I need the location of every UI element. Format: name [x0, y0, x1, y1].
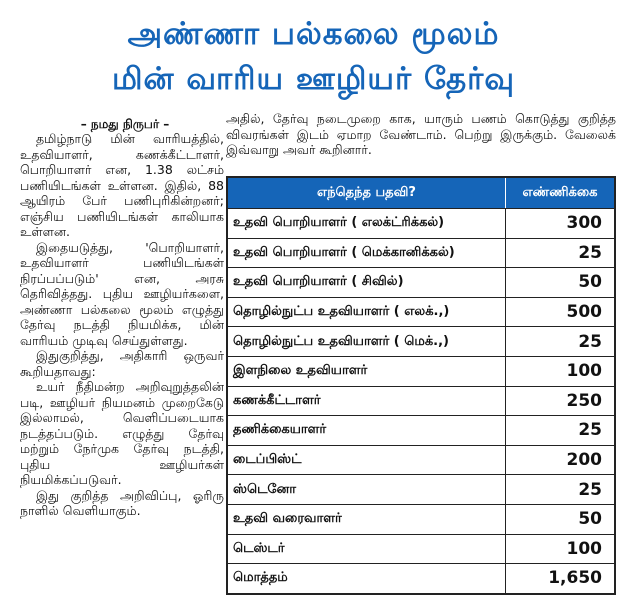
- total-label: மொத்தம்: [228, 564, 506, 593]
- post-name: தணிக்கையாளர்: [228, 416, 506, 445]
- post-count: 250: [566, 390, 602, 411]
- table-row: [228, 445, 614, 475]
- post-count: 500: [566, 302, 602, 323]
- article-paragraph: தமிழ்நாடு மின் வாரியத்தில், உதவியாளர், கணக்கீட்டாளர், பொறியாளர் என, 1.38 லட்சம் பணியிடங்கள் உள்ளன. இதில், 88 ஆயிரம் பேர் பணிபுரிகின்றனர்; எஞ்சிய பணியிடங்கள் காலியாக உள்ளன.: [20, 131, 224, 239]
- post-name: தொழில்நுட்ப உதவியாளர் ( எலக்.,): [228, 298, 506, 327]
- article-paragraph: இதுகுறித்து, அதிகாரி ஒருவர் கூறியதாவது:: [20, 348, 224, 379]
- table-row: [228, 386, 614, 416]
- posts-table: [226, 176, 616, 595]
- post-count: 50: [578, 509, 602, 530]
- byline: – நமது நிருபர் –: [80, 117, 170, 131]
- table-row: [228, 267, 614, 297]
- post-name: டைப்பிஸ்ட்: [228, 446, 506, 475]
- post-name: ஸ்டெனோ: [228, 475, 506, 504]
- post-count: 25: [578, 420, 602, 441]
- post-name: கணக்கீட்டாளர்: [228, 387, 506, 416]
- post-name: உதவி பொறியாளர் ( மெக்கானிக்கல்): [228, 239, 506, 268]
- header-post: எந்தெந்த பதவி?: [228, 178, 506, 208]
- total-count: 1,650: [548, 568, 602, 589]
- post-count: 25: [578, 331, 602, 352]
- headline-line-1: அண்ணா பல்கலை மூலம்: [127, 16, 500, 52]
- header-count: எண்ணிக்கை: [522, 185, 598, 200]
- post-name: தொழில்நுட்ப உதவியாளர் ( மெக்.,): [228, 327, 506, 356]
- table-row: [228, 297, 614, 327]
- article-paragraph: உயர் நீதிமன்ற அறிவுறுத்தலின் படி, ஊழியர் நியமனம் முறைகேடு இல்லாமல், வெளிப்படையாக நடத்தப்படும். எழுத்து தேர்வு மற்றும் நேர்முக தேர்வு நடத்தி, புதிய ஊழியர்கள் நியமிக்கப்படுவர்.: [20, 379, 224, 487]
- post-count: 200: [566, 450, 602, 471]
- post-name: உதவி பொறியாளர் ( எலக்ட்ரிக்கல்): [228, 209, 506, 238]
- post-name: உதவி வரைவாளர்: [228, 505, 506, 534]
- post-name: இளநிலை உதவியாளர்: [228, 357, 506, 386]
- post-count: 25: [578, 242, 602, 263]
- post-name: டெஸ்டர்: [228, 535, 506, 564]
- table-row: [228, 356, 614, 386]
- headline-line-2: மின் வாரிய ஊழியர் தேர்வு: [111, 61, 516, 97]
- post-count: 300: [566, 213, 602, 234]
- article-left-column: [20, 131, 224, 519]
- table-row: [228, 415, 614, 445]
- table-row: [228, 326, 614, 356]
- post-count: 100: [566, 361, 602, 382]
- table-total-row: [228, 563, 614, 593]
- table-header-row: [228, 178, 614, 208]
- table-row: [228, 208, 614, 238]
- post-count: 25: [578, 479, 602, 500]
- post-name: உதவி பொறியாளர் ( சிவில்): [228, 268, 506, 297]
- article-paragraph: இதையடுத்து, 'பொறியாளர், உதவியாளர் பணியிடங்கள் நிரப்பப்படும்' என, அரசு தெரிவித்தது. புதிய ஊழியர்களை, அண்ணா பல்கலை மூலம் எழுத்து தேர்வு நடத்தி நியமிக்க, மின் வாரியம் முடிவு செய்துள்ளது.: [20, 239, 224, 348]
- post-count: 100: [566, 538, 602, 559]
- article-paragraph: இது குறித்த அறிவிப்பு, ஓரிரு நாளில் வெளியாகும்.: [20, 487, 224, 518]
- table-row: [228, 474, 614, 504]
- post-count: 50: [578, 272, 602, 293]
- table-row: [228, 534, 614, 564]
- table-row: [228, 238, 614, 268]
- table-row: [228, 504, 614, 534]
- article-right-text: அதில், தேர்வு நடைமுறை காக, யாரும் பணம் கொடுத்து குறித்த விவரங்கள் இடம் ஏமாற வேண்டாம். பெற்று இருக்கும். வேலைக் இவ்வாறு அவர் கூறினார்.: [226, 111, 616, 157]
